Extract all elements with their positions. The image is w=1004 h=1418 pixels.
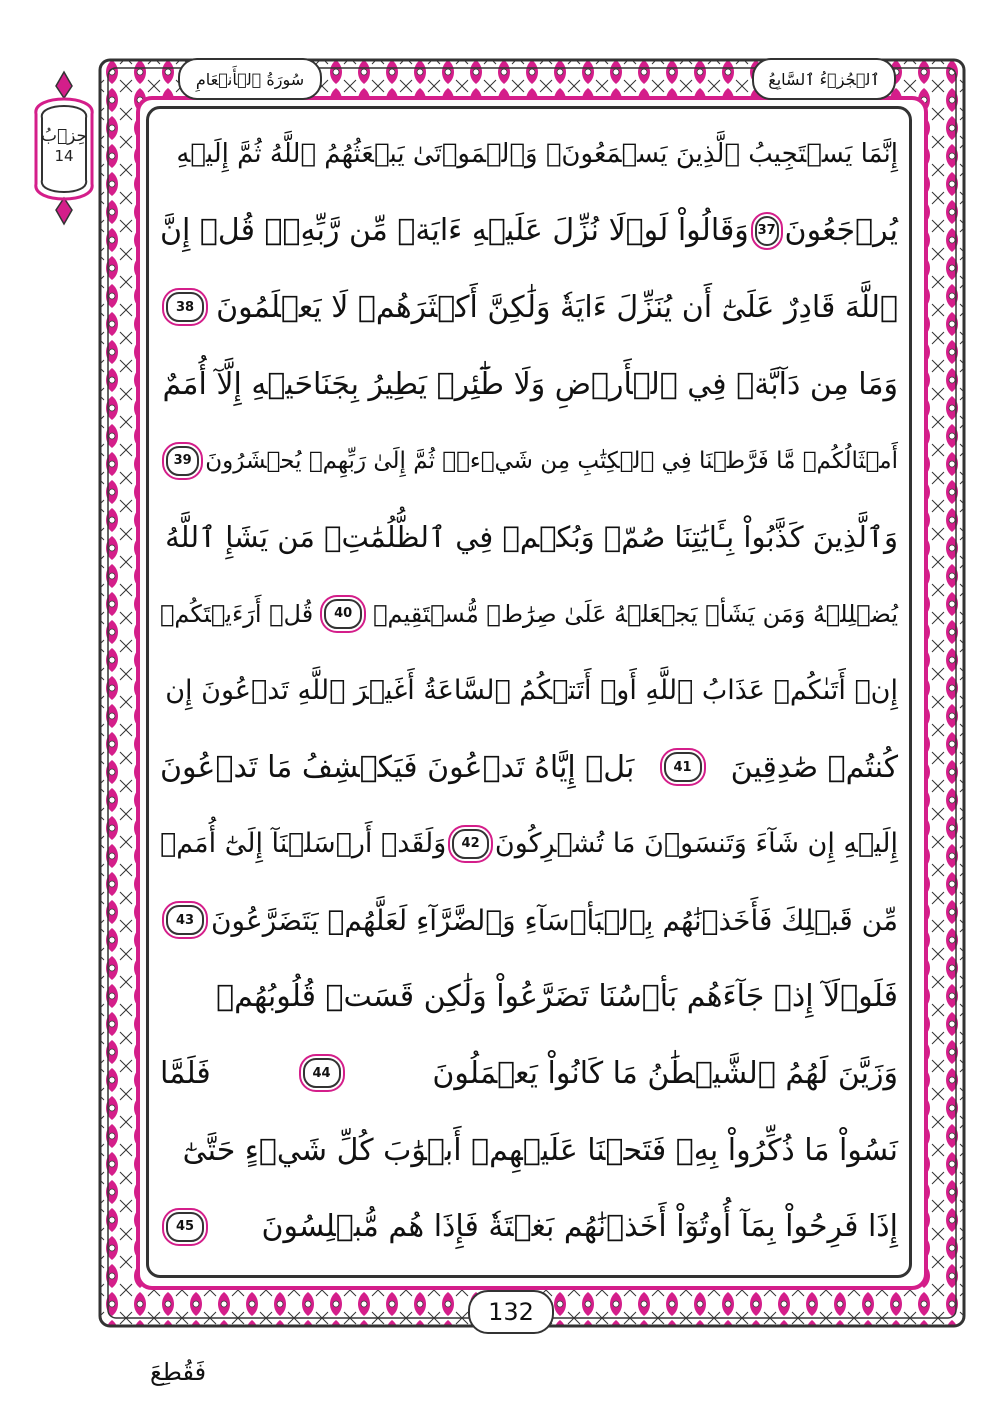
surah-title: سُورَةُ ٱلۡأَنۡعَامِ: [178, 58, 322, 100]
hizb-marker: [28, 68, 100, 228]
line-text: إِذَا فَرِحُواْ بِمَآ أُوتُوٓاْ أَخَذۡنَٰهُم بَغۡتَةٗ فَإِذَا هُم مُّبۡلِسُونَ: [261, 1209, 898, 1245]
line-text: إِنۡ أَتَىٰكُمۡ عَذَابُ ٱللَّهِ أَوۡ أَتَتۡكُمُ ٱلسَّاعَةُ أَغَيۡرَ ٱللَّهِ تَدۡعُونَ إِن: [165, 674, 898, 706]
verse-lines: [156, 116, 902, 1265]
ayah-marker: 39: [166, 446, 199, 476]
text-line-15: [156, 1188, 902, 1265]
line-text: نَسُواْ مَا ذُكِّرُواْ بِهِۦ فَتَحۡنَا عَلَيۡهِمۡ أَبۡوَٰبَ كُلِّ شَيۡءٍ حَتَّىٰٓ: [182, 1132, 898, 1168]
text-line-10: [156, 805, 902, 882]
catchword: فَقُطِعَ: [150, 1358, 207, 1386]
ayah-marker: 45: [166, 1212, 204, 1242]
line-text: وَقَالُواْ لَوۡلَا نُزِّلَ عَلَيۡهِ ءَايَةٞ مِّن رَّبِّهِۦۚ قُلۡ إِنَّ: [160, 213, 749, 249]
line-text: بَلۡ إِيَّاهُ تَدۡعُونَ فَيَكۡشِفُ مَا تَدۡعُونَ: [160, 749, 635, 785]
line-text: قُلۡ أَرَءَيۡتَكُمۡ: [160, 599, 314, 628]
line-text: ٱللَّهَ قَادِرٌ عَلَىٰٓ أَن يُنَزِّلَ ءَايَةٗ وَلَٰكِنَّ أَكۡثَرَهُمۡ لَا يَعۡلَمُونَ: [216, 289, 898, 325]
line-text: إِلَيۡهِ إِن شَآءَ وَتَنسَوۡنَ مَا تُشۡرِكُونَ: [494, 828, 898, 860]
juz-title: ٱلۡجُزۡءُ ٱلسَّابِعُ: [752, 58, 896, 100]
text-line-8: [156, 652, 902, 729]
text-line-11: [156, 882, 902, 959]
line-text: كُنتُمۡ صَٰدِقِينَ: [730, 749, 898, 785]
ayah-marker: 43: [166, 905, 204, 935]
hizb-label: حِزۡبُ: [40, 126, 88, 146]
hizb-number: 14: [54, 147, 74, 165]
ayah-marker: 37: [755, 216, 779, 246]
text-line-4: [156, 346, 902, 423]
line-text: وَمَا مِن دَآبَّةٖ فِي ٱلۡأَرۡضِ وَلَا طَٰٓئِرٖ يَطِيرُ بِجَنَاحَيۡهِ إِلَّآ أُمَمٌ: [162, 366, 898, 402]
text-line-9: [156, 729, 902, 806]
line-text: يُضۡلِلۡهُ وَمَن يَشَأۡ يَجۡعَلۡهُ عَلَىٰ صِرَٰطٖ مُّسۡتَقِيمٖ: [373, 599, 898, 628]
text-line-5: [156, 422, 902, 499]
line-text: يُرۡجَعُونَ: [784, 213, 898, 249]
text-line-1: [156, 116, 902, 193]
page-number: 132: [468, 1290, 554, 1334]
ayah-marker: 42: [452, 829, 489, 859]
line-text: أَمۡثَالُكُمۚ مَّا فَرَّطۡنَا فِي ٱلۡكِتَٰبِ مِن شَيۡءٖۚ ثُمَّ إِلَىٰ رَبِّهِمۡ يُحۡشَرُونَ: [205, 447, 898, 474]
text-line-3: [156, 269, 902, 346]
text-line-13: [156, 1035, 902, 1112]
ayah-marker: 38: [166, 292, 204, 322]
line-text: مِّن قَبۡلِكَ فَأَخَذۡنَٰهُم بِٱلۡبَأۡسَآءِ وَٱلضَّرَّآءِ لَعَلَّهُمۡ يَتَضَرَّعُونَ: [210, 903, 898, 937]
text-line-12: [156, 959, 902, 1036]
text-line-2: [156, 193, 902, 270]
text-line-14: [156, 1112, 902, 1189]
ayah-marker: 41: [664, 752, 702, 782]
text-line-6: [156, 499, 902, 576]
line-text: إِنَّمَا يَسۡتَجِيبُ ٱلَّذِينَ يَسۡمَعُونَۘ وَٱلۡمَوۡتَىٰ يَبۡعَثُهُمُ ٱللَّهُ ثُمَّ إِلَيۡهِ: [176, 139, 898, 170]
line-text: فَلَمَّا: [160, 1055, 211, 1091]
text-line-7: [156, 576, 902, 653]
line-text: وَزَيَّنَ لَهُمُ ٱلشَّيۡطَٰنُ مَا كَانُواْ يَعۡمَلُونَ: [432, 1055, 898, 1091]
line-text: وَٱلَّذِينَ كَذَّبُواْ بِـَٔايَٰتِنَا صُمّٞ وَبُكۡمٞ فِي ٱلظُّلُمَٰتِۗ مَن يَشَإِ ٱللَّهُ: [165, 520, 898, 555]
ayah-marker: 44: [303, 1058, 341, 1088]
line-text: فَلَوۡلَآ إِذۡ جَآءَهُم بَأۡسُنَا تَضَرَّعُواْ وَلَٰكِن قَسَتۡ قُلُوبُهُمۡ: [216, 979, 898, 1015]
ayah-marker: 40: [324, 599, 362, 629]
line-text: وَلَقَدۡ أَرۡسَلۡنَآ إِلَىٰٓ أُمَمٖ: [160, 828, 447, 860]
